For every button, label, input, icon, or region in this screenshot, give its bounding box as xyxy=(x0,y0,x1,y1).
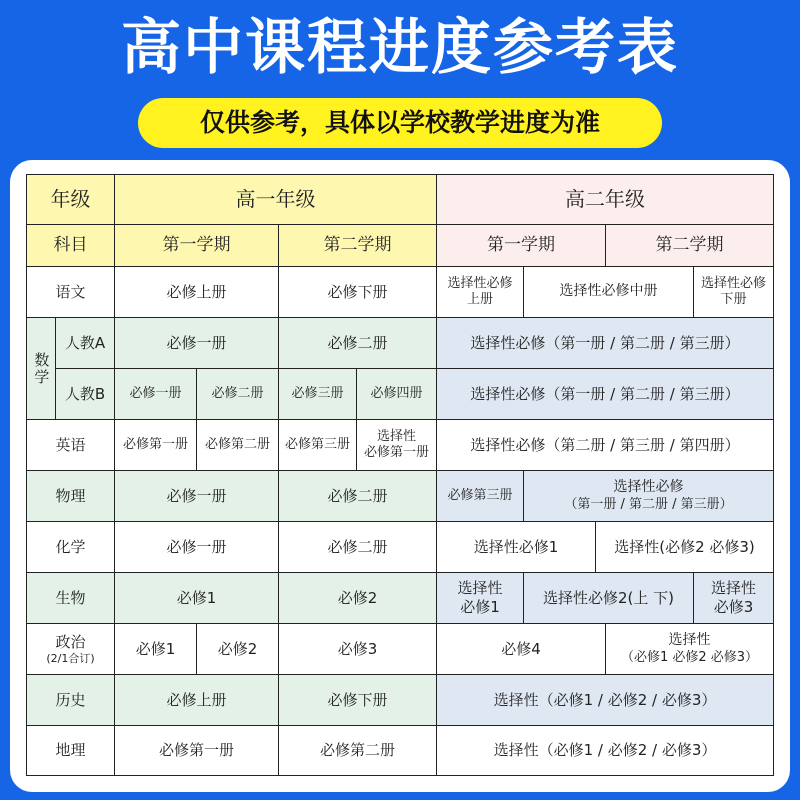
politics-label: 政治 xyxy=(55,632,86,651)
geography-g2: 选择性（必修1 / 必修2 / 必修3） xyxy=(436,725,774,776)
subject-physics: 物理 xyxy=(26,470,115,522)
math-b-c4: 必修四册 xyxy=(356,368,437,420)
curriculum-table-card xyxy=(10,160,790,792)
english-g2: 选择性必修（第二册 / 第三册 / 第四册） xyxy=(436,419,774,471)
math-a-g2: 选择性必修（第一册 / 第二册 / 第三册） xyxy=(436,317,774,369)
politics-g1t2: 必修3 xyxy=(278,623,437,675)
biology-g2c xyxy=(693,572,774,624)
biology-g2c-line2: 必修3 xyxy=(713,598,754,616)
history-g2: 选择性（必修1 / 必修2 / 必修3） xyxy=(436,674,774,726)
biology-g1t1: 必修1 xyxy=(114,572,279,624)
english-c3: 必修第三册 xyxy=(278,419,357,471)
politics-note: (2/1合订) xyxy=(46,651,95,665)
subject-politics xyxy=(26,623,115,675)
grade2-header: 高二年级 xyxy=(436,174,774,225)
physics-g2b xyxy=(523,470,774,522)
chinese-g1t2: 必修下册 xyxy=(278,266,437,318)
page-title: 高中课程进度参考表 xyxy=(121,13,679,83)
biology-g2b: 选择性必修2(上 下) xyxy=(523,572,694,624)
chinese-g1t1: 必修上册 xyxy=(114,266,279,318)
english-c2: 必修第二册 xyxy=(196,419,279,471)
politics-g2t1: 必修4 xyxy=(436,623,606,675)
grade1-header: 高一年级 xyxy=(114,174,437,225)
english-c4 xyxy=(356,419,437,471)
physics-g1t2: 必修二册 xyxy=(278,470,437,522)
history-g1t1: 必修上册 xyxy=(114,674,279,726)
physics-g1t1: 必修一册 xyxy=(114,470,279,522)
g2-term1-header: 第一学期 xyxy=(436,224,606,267)
politics-c2: 必修2 xyxy=(196,623,279,675)
biology-g2a-line2: 必修1 xyxy=(460,598,500,616)
politics-g2t2-line1: 选择性 xyxy=(668,632,711,649)
g1-term1-header: 第一学期 xyxy=(114,224,279,267)
history-g1t2: 必修下册 xyxy=(278,674,437,726)
chinese-g2a-line2: 上册 xyxy=(466,292,493,307)
math-b-c2: 必修二册 xyxy=(196,368,279,420)
subject-math xyxy=(26,317,56,420)
subject-english: 英语 xyxy=(26,419,115,471)
politics-c1: 必修1 xyxy=(114,623,197,675)
chemistry-g1t2: 必修二册 xyxy=(278,521,437,573)
subject-history: 历史 xyxy=(26,674,115,726)
geography-g1t2: 必修第二册 xyxy=(278,725,437,776)
subject-label-cell: 科目 xyxy=(26,224,115,267)
math-b-edition: 人教B xyxy=(55,368,115,420)
chinese-g2a-line1: 选择性必修 xyxy=(447,275,513,291)
biology-g2c-line1: 选择性 xyxy=(710,579,756,598)
chemistry-g1t1: 必修一册 xyxy=(114,521,279,573)
chinese-g2c-line1: 选择性必修 xyxy=(700,275,766,291)
chinese-g2-elective-lower xyxy=(693,266,774,318)
biology-g2a-line1: 选择性 xyxy=(457,579,503,598)
math-b-c3: 必修三册 xyxy=(278,368,357,420)
grade-label-cell: 年级 xyxy=(26,174,115,225)
subject-biology: 生物 xyxy=(26,572,115,624)
chemistry-g2t1: 选择性必修1 xyxy=(436,521,596,573)
math-a-g1t2: 必修二册 xyxy=(278,317,437,369)
biology-g2a xyxy=(436,572,524,624)
chinese-g2-elective-middle: 选择性必修中册 xyxy=(523,266,694,318)
physics-g2a: 必修第三册 xyxy=(436,470,524,522)
math-b-c1: 必修一册 xyxy=(114,368,197,420)
politics-g2t2-line2: （必修1 必修2 必修3） xyxy=(620,649,759,665)
math-a-edition: 人教A xyxy=(55,317,115,369)
math-a-g1t1: 必修一册 xyxy=(114,317,279,369)
english-c4-line2: 必修第一册 xyxy=(363,445,429,460)
disclaimer-banner: 仅供参考，具体以学校教学进度为准 xyxy=(138,98,662,148)
physics-g2b-line1: 选择性必修 xyxy=(613,479,684,496)
biology-g1t2: 必修2 xyxy=(278,572,437,624)
english-c4-line1: 选择性 xyxy=(376,428,416,444)
chinese-g2-elective-upper xyxy=(436,266,524,318)
chemistry-g2t2: 选择性(必修2 必修3) xyxy=(595,521,774,573)
chinese-g2c-line2: 下册 xyxy=(720,292,747,307)
math-label: 数学 xyxy=(32,351,51,386)
politics-g2t2 xyxy=(605,623,774,675)
g1-term2-header: 第二学期 xyxy=(278,224,437,267)
english-c1: 必修第一册 xyxy=(114,419,197,471)
subject-chinese: 语文 xyxy=(26,266,115,318)
g2-term2-header: 第二学期 xyxy=(605,224,774,267)
subject-geography: 地理 xyxy=(26,725,115,776)
physics-g2b-line2: （第一册 / 第二册 / 第三册） xyxy=(564,496,733,512)
geography-g1t1: 必修第一册 xyxy=(114,725,279,776)
math-b-g2: 选择性必修（第一册 / 第二册 / 第三册） xyxy=(436,368,774,420)
subject-chemistry: 化学 xyxy=(26,521,115,573)
